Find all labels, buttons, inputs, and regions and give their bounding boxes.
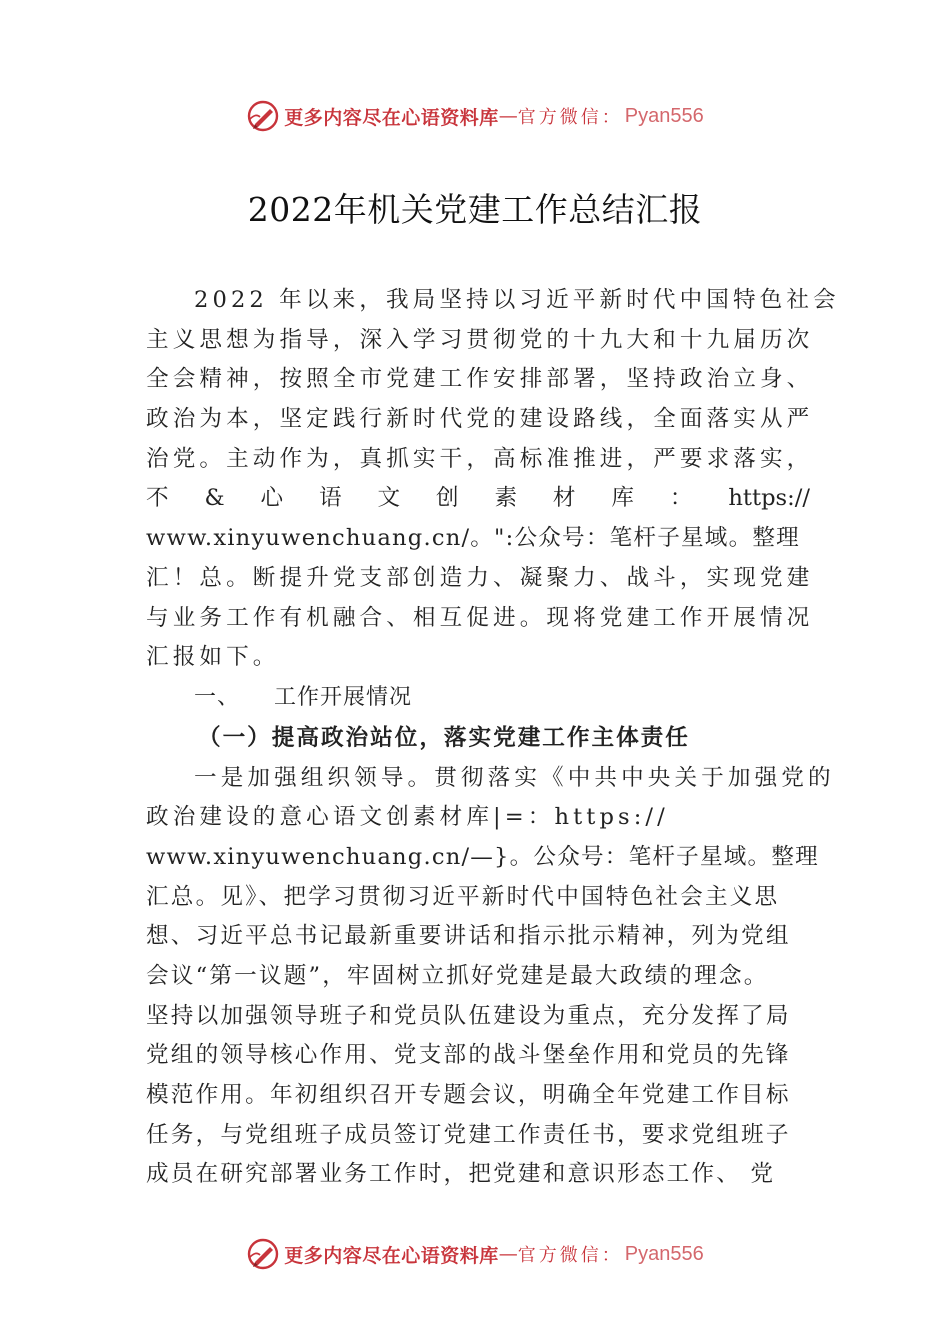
banner-wechat-handle: Pyan556 [624, 1242, 704, 1265]
text-line: 一是加强组织领导。贯彻落实《中共中央关于加强党的 [194, 764, 835, 791]
document-body [146, 281, 840, 1195]
banner-official-label: 官方微信： [517, 1245, 623, 1266]
spaced-token: & [204, 485, 225, 512]
text-line: 汇报如下。 [146, 644, 280, 671]
banner-library-text: 更多内容尽在心语资料库 [284, 1244, 499, 1267]
subsection-heading: （一）提高政治站位，落实党建工作主体责任 [198, 724, 690, 751]
spaced-token: 素 [494, 485, 518, 512]
text-line: 政治为本，坚定践行新时代党的建设路线，全面落实从严 [146, 406, 814, 433]
text-line: 汇总。见》、把学习贯彻习近平新时代中国特色社会主义思 [146, 883, 780, 910]
text-line: 会议“第一议题”，牢固树立抓好党建是最大政绩的理念。 [146, 963, 769, 989]
text-line: 模范作用。年初组织召开专题会议，明确全年党建工作目标 [146, 1082, 791, 1109]
text-line: 主义思想为指导，深入学习贯彻党的十九大和十九届历次 [146, 326, 814, 353]
spaced-token: https:// [728, 485, 810, 512]
paragraph-intro [146, 281, 840, 678]
footer-banner [0, 1232, 950, 1276]
text-line: 任务，与党组班子成员签订党建工作责任书，要求党组班子 [146, 1121, 791, 1148]
banner-library-text: 更多内容尽在心语资料库 [284, 106, 499, 129]
spaced-token: ： [669, 485, 693, 512]
spaced-token: 语 [318, 485, 342, 512]
document-title: 2022年机关党建工作总结汇报 [247, 190, 703, 229]
text-line: 全会精神，按照全市党建工作安排部署，坚持政治立身、 [146, 366, 814, 393]
header-banner [0, 94, 950, 138]
section-heading-1 [146, 678, 810, 718]
spaced-token: 库 [611, 485, 634, 512]
paragraph-organization [146, 759, 835, 1196]
spaced-token: 心 [260, 485, 284, 512]
banner-official-label: 官方微信： [517, 107, 623, 128]
text-line: 想、习近平总书记最新重要讲话和指示批示精神，列为党组 [146, 923, 791, 950]
text-line: www.xinyuwenchuang.cn/。":公众号：笔杆子星域。整理 [146, 525, 800, 552]
text-line: 政治建设的意心语文创素材库|=：https:// [146, 804, 669, 831]
banner-wechat-handle: Pyan556 [624, 104, 704, 127]
spaced-token: 文 [377, 485, 401, 512]
text-line: www.xinyuwenchuang.cn/—}。公众号：笔杆子星域。整理 [146, 843, 819, 870]
pen-logo-icon [246, 1237, 280, 1271]
pen-logo-icon [246, 99, 280, 133]
spaced-token: 创 [435, 485, 459, 512]
text-line: 成员在研究部署业务工作时，把党建和意识形态工作、 党 [146, 1161, 776, 1188]
text-line: 与业务工作有机融合、相互促进。现将党建工作开展情况 [146, 604, 814, 631]
text-line: 2022 年以来，我局坚持以习近平新时代中国特色社会 [194, 287, 840, 313]
banner-dash: — [498, 1243, 518, 1265]
banner-dash: — [498, 105, 518, 127]
spaced-token: 材 [552, 485, 576, 512]
section-number: 一、 [194, 684, 241, 710]
spaced-text-line [146, 479, 810, 519]
text-line: 治党。主动作为，真抓实干，高标准推进，严要求落实， [146, 445, 814, 472]
spaced-token: 不 [146, 485, 169, 512]
text-line: 坚持以加强领导班子和党员队伍建设为重点，充分发挥了局 [146, 1002, 791, 1029]
text-line: 汇！总。断提升党支部创造力、凝聚力、战斗，实现党建 [146, 564, 814, 591]
section-title: 工作开展情况 [274, 684, 413, 710]
text-line: 党组的领导核心作用、党支部的战斗堡垒作用和党员的先锋 [146, 1042, 791, 1069]
